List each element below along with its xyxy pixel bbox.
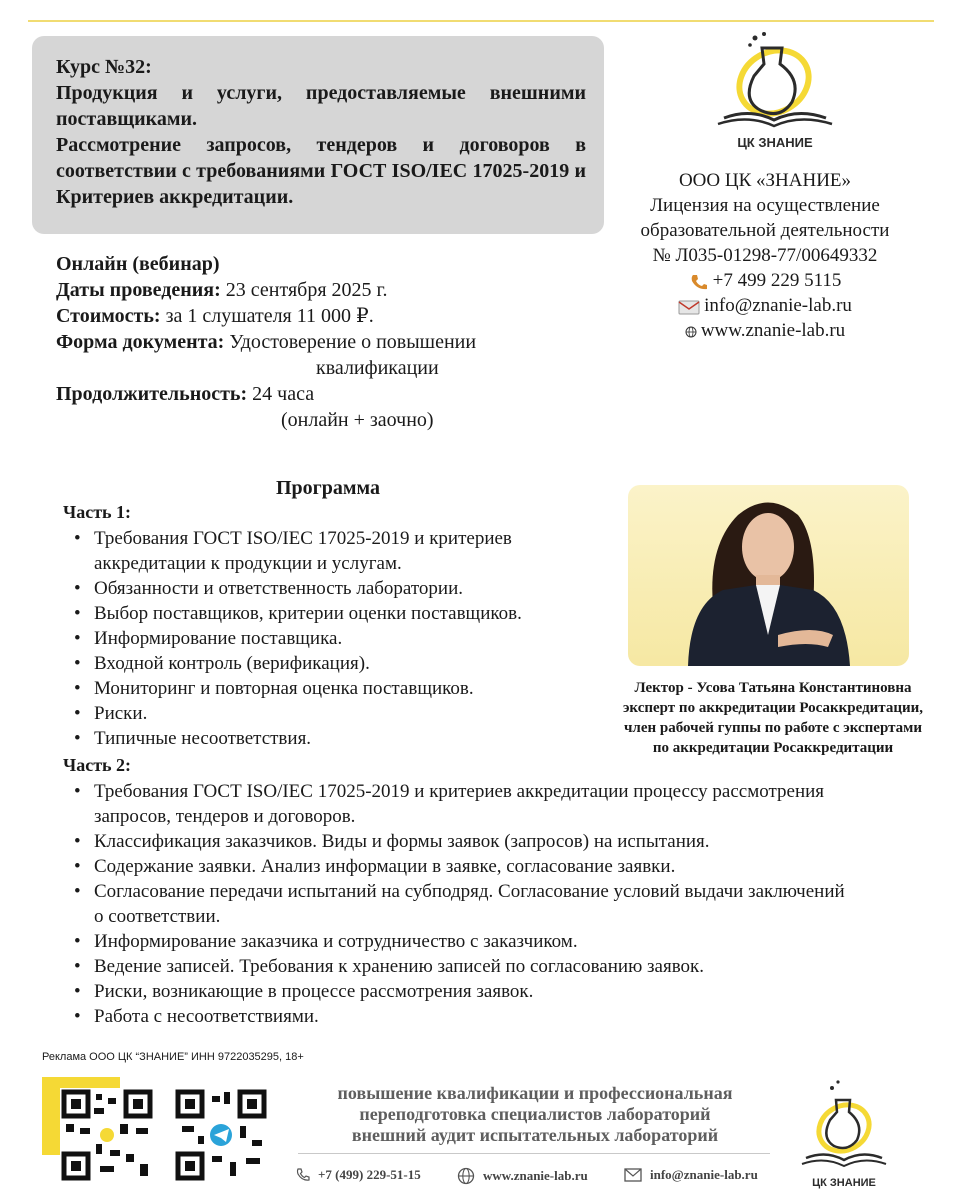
cost-value: за 1 слушателя 11 000 ₽. [165, 305, 374, 327]
list-item: • Требования ГОСТ ISO/IEC 17025-2019 и критериев аккредитации процессу рассмотрения запросов, тендеров и договоров. [72, 779, 852, 829]
document-value-cont: квалификации [316, 357, 439, 379]
license-line-2: образовательной деятельности [640, 220, 890, 241]
license-line-1: Лицензия на осуществление [650, 195, 880, 216]
dates-value: 23 сентября 2025 г. [225, 279, 388, 301]
envelope-icon [678, 299, 700, 315]
footer-logo [796, 1076, 892, 1192]
dates-label: Даты проведения: [56, 279, 221, 301]
lecturer-role-1: эксперт по аккредитации Росаккредитации, [622, 700, 924, 716]
document-label: Форма документа: [56, 331, 225, 353]
cost-label: Стоимость: [56, 305, 161, 327]
email-row [610, 293, 920, 318]
website-row [610, 318, 920, 343]
footer-email[interactable] [624, 1167, 758, 1183]
list-item: • Содержание заявки. Анализ информации в заявке, согласование заявки. [72, 854, 852, 879]
program-title: Программа [276, 477, 380, 499]
list-item: • Классификация заказчиков. Виды и формы заявок (запросов) на испытания. [72, 829, 852, 854]
globe-icon [457, 1167, 475, 1185]
course-number: Курс №32: [56, 56, 152, 78]
lecturer-role-2: член рабочей гуппы по работе с экспертами [623, 720, 923, 736]
envelope-icon [624, 1168, 642, 1182]
list-item: • Выбор поставщиков, критерии оценки поставщиков. [72, 601, 592, 626]
top-divider [28, 20, 934, 22]
duration-note: (онлайн + заочно) [281, 409, 434, 431]
lecturer-portrait [628, 485, 909, 666]
license-number: № Л035-01298-77/00649332 [652, 245, 878, 266]
lecturer-photo [628, 485, 909, 666]
company-name: ООО ЦК «ЗНАНИЕ» [678, 170, 852, 191]
duration-label: Продолжительность: [56, 383, 248, 405]
ad-disclaimer: Реклама ООО ЦК “ЗНАНИЕ” ИНН 9722035295, 18+ [42, 1051, 304, 1063]
flask-icon [728, 32, 820, 126]
list-item: • Информирование заказчика и сотрудничество с заказчиком. [72, 929, 852, 954]
footer-email-text: info@znanie-lab.ru [650, 1167, 758, 1182]
list-item: • Обязанности и ответственность лаборатории. [72, 576, 592, 601]
logo-text: ЦК ЗНАНИЕ [737, 135, 813, 150]
list-item: • Типичные несоответствия. [72, 726, 592, 751]
list-item: • Требования ГОСТ ISO/IEC 17025-2019 и критериев аккредитации к продукции и услугам. [72, 526, 592, 576]
list-item: • Риски, возникающие в процессе рассмотрения заявок. [72, 979, 852, 1004]
qr-code-icon[interactable] [60, 1088, 154, 1182]
course-details [56, 251, 476, 433]
course-format: Онлайн (вебинар) [56, 253, 220, 275]
list-item: • Информирование поставщика. [72, 626, 592, 651]
course-title-box [32, 36, 604, 234]
company-info [610, 168, 920, 343]
list-item: • Риски. [72, 701, 592, 726]
list-item: • Согласование передачи испытаний на субподряд. Согласование условий выдачи заключений о соответствии. [72, 879, 852, 929]
document-value: Удостоверение о повышении [229, 331, 477, 353]
lecturer-name: Лектор - Усова Татьяна Константиновна [634, 680, 912, 696]
company-website[interactable]: www.znanie-lab.ru [700, 320, 846, 341]
footer-website-text: www.znanie-lab.ru [483, 1168, 588, 1183]
flask-icon [810, 1080, 877, 1160]
duration-value: 24 часа [252, 383, 315, 405]
part1-title: Часть 1: [63, 502, 132, 522]
footer-logo-text: ЦК ЗНАНИЕ [812, 1177, 876, 1189]
tagline-line-3: внешний аудит испытательных лабораторий [351, 1125, 719, 1145]
footer-divider [298, 1153, 770, 1154]
lecturer-info [588, 678, 958, 758]
list-item: • Ведение записей. Требования к хранению записей по согласованию заявок. [72, 954, 852, 979]
footer-phone-text: +7 (499) 229-51-15 [318, 1167, 421, 1182]
tagline-line-1: повышение квалификации и профессиональная [337, 1083, 733, 1103]
part2-title: Часть 2: [63, 755, 132, 775]
list-item: • Работа с несоответствиями. [72, 1004, 852, 1029]
lecturer-role-3: по аккредитации Росаккредитации [652, 740, 894, 756]
footer-phone[interactable] [296, 1167, 421, 1183]
course-topic: Продукция и услуги, предоставляемые внешними поставщиками. [56, 82, 586, 130]
company-phone[interactable]: +7 499 229 5115 [712, 270, 842, 291]
list-item: • Мониторинг и повторная оценка поставщиков. [72, 676, 592, 701]
course-subtopic: Рассмотрение запросов, тендеров и договоров в соответствии с требованиями ГОСТ ISO/IEC 17025-2019 и Критериев аккредитации. [56, 134, 586, 208]
phone-icon [296, 1168, 310, 1182]
part2-list [72, 779, 852, 1029]
footer-website[interactable] [457, 1167, 588, 1185]
telegram-qr-code-icon[interactable] [174, 1088, 268, 1182]
list-item: • Входной контроль (верификация). [72, 651, 592, 676]
part1-list [72, 526, 592, 751]
company-email[interactable]: info@znanie-lab.ru [704, 295, 852, 316]
tagline-line-2: переподготовка специалистов лабораторий [359, 1104, 711, 1124]
phone-icon [689, 273, 709, 291]
globe-icon [685, 326, 697, 338]
book-icon [802, 1154, 886, 1166]
phone-row [610, 268, 920, 293]
company-logo [710, 30, 840, 154]
footer-tagline [300, 1083, 770, 1146]
